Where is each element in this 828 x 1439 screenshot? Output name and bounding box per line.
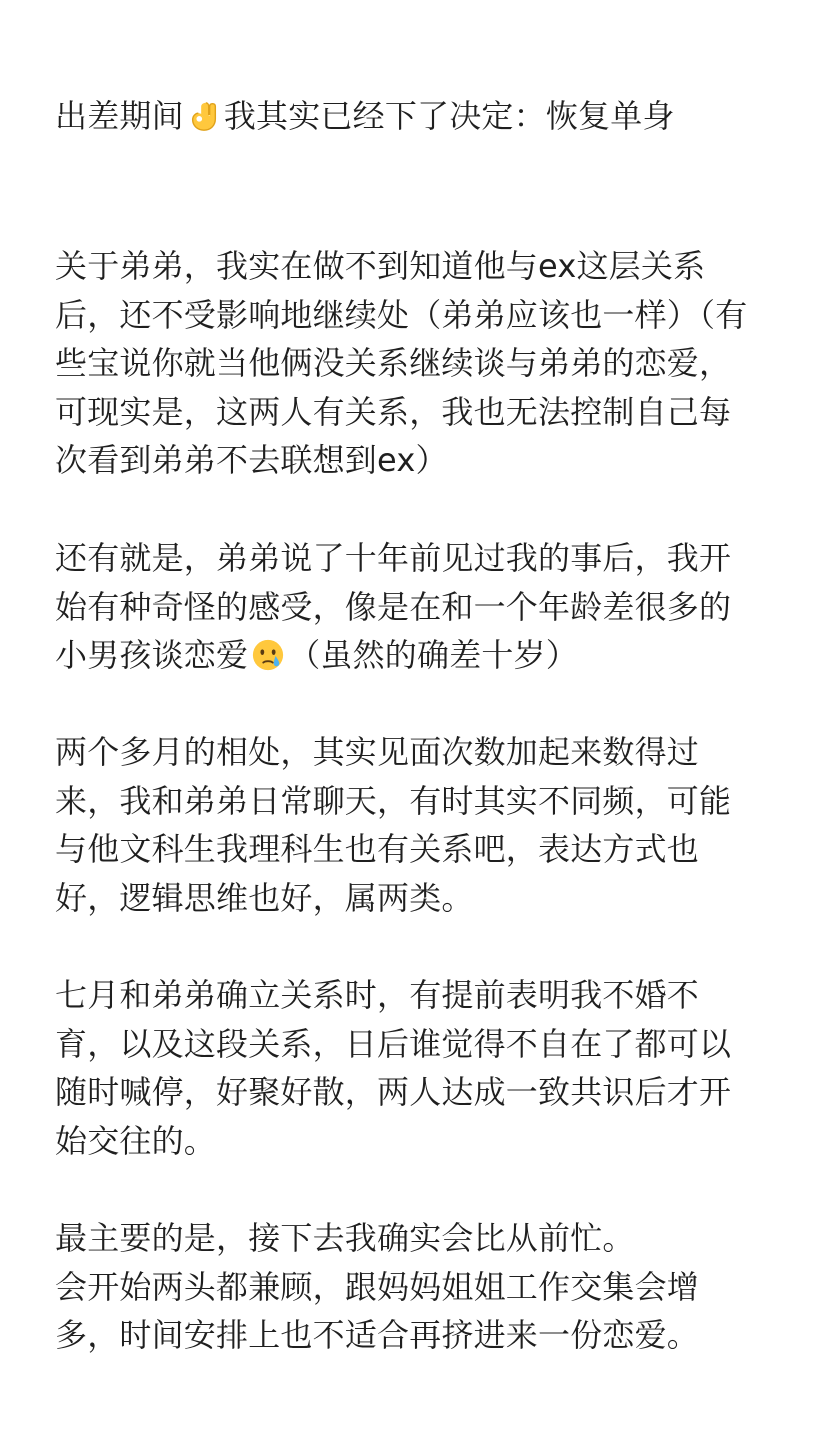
paragraph-1 [55, 92, 755, 141]
paragraph-3 [55, 534, 755, 680]
crying-face-icon [251, 638, 285, 672]
paragraph-2: 关于弟弟，我实在做不到知道他与ex这层关系后，还不受影响地继续处（弟弟应该也一样）（有些宝说你就当他俩没关系继续谈与弟弟的恋爱，可现实是，这两人有关系，我也无法控制自己每次看到弟弟不去联想到ex） [55, 247, 748, 479]
paragraph-5: 七月和弟弟确立关系时，有提前表明我不婚不育，以及这段关系，日后谁觉得不自在了都可以随时喊停，好聚好散，两人达成一致共识后才开始交往的。 [55, 976, 732, 1160]
paragraph-6 [55, 1214, 755, 1360]
paragraph-3-text-b: （虽然的确差十岁） [288, 636, 579, 674]
paragraph-6-line-1: 最主要的是，接下去我确实会比从前忙。 [55, 1219, 635, 1257]
paragraph-1-text-b: 我其实已经下了决定：恢复单身 [223, 97, 675, 135]
paragraph-6-line-2: 会开始两头都兼顾，跟妈妈姐姐工作交集会增多，时间安排上也不适合再挤进来一份恋爱。 [55, 1267, 700, 1354]
paragraph-4: 两个多月的相处，其实见面次数加起来数得过来，我和弟弟日常聊天，有时其实不同频，可能与他文科生我理科生也有关系吧，表达方式也好，逻辑思维也好，属两类。 [55, 733, 732, 917]
ok-hand-icon [187, 99, 221, 133]
paragraph-3-text-a: 还有就是，弟弟说了十年前见过我的事后，我开始有种奇怪的感受，像是在和一个年龄差很多的小男孩谈恋爱 [55, 539, 732, 674]
paragraph-1-text-a: 出差期间 [55, 97, 184, 135]
